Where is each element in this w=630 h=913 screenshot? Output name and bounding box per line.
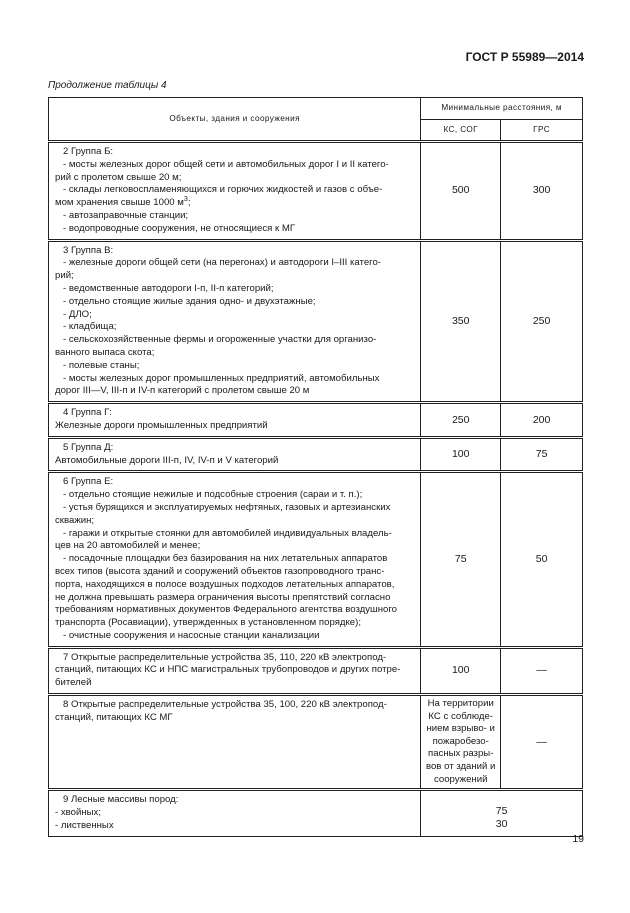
ks-value: 100 [421, 647, 501, 694]
grs-value: 300 [501, 142, 583, 241]
distances-table [48, 97, 583, 837]
grs-value: 200 [501, 403, 583, 438]
grs-value: 250 [501, 240, 583, 403]
document-code: ГОСТ Р 55989—2014 [465, 50, 584, 64]
table-row [49, 437, 583, 472]
grs-value: 75 [501, 437, 583, 472]
header-grs: ГРС [501, 120, 583, 142]
header-min-distances: Минимальные расстояния, м [421, 98, 583, 120]
ks-value: 75 [421, 472, 501, 647]
ks-value: 500 [421, 142, 501, 241]
row-objects: 6 Группа Е: - отдельно стоящие нежилые и подсобные строения (сараи и т. п.); - устья бурящихся и эксплуатируемых нефтяных, газовых и артезианских скважин; - гаражи и открытые стоянки для автомобилей индивидуальных владель- цев на 20 автомобилей и менее; - посадочные площадки без базирования на них летательных аппаратов всех типов (высота зданий и сооружений объектов газопроводного транс- порта, находящихся в полосе воздушных подходов летательных аппаратов, не должна превышать размера ограничения высоты препятствий согласно требованиям нормативных документов Федерального агентства воздушного транспорта (Росавиации), утвержденных в установленном порядке); - очистные сооружения и насосные станции канализации [49, 472, 421, 647]
ks-value: 100 [421, 437, 501, 472]
header-ks-sog: КС, СОГ [421, 120, 501, 142]
table-row [49, 647, 583, 694]
grs-value: 50 [501, 472, 583, 647]
table-row [49, 403, 583, 438]
ks-value: 250 [421, 403, 501, 438]
grs-value: — [501, 647, 583, 694]
row-objects: 3 Группа В: - железные дороги общей сети (на перегонах) и автодороги I–III катего- рий; - ведомственные автодороги I-п, II-п категорий; - отдельно стоящие жилые здания одно- и двухэтажные; - ДЛО; - кладбища; - сельскохозяйственные фермы и огороженные участки для организо- ванного выпаса скота; - полевые станы; - мосты железных дорог промышленных предприятий, автомобильных дорог III—V, III-п и IV-п категорий с пролетом свыше 20 м [49, 240, 421, 403]
table-row [49, 472, 583, 647]
row-objects: 4 Группа Г: Железные дороги промышленных предприятий [49, 403, 421, 438]
header-objects: Объекты, здания и сооружения [49, 98, 421, 142]
row-objects: 2 Группа Б: - мосты железных дорог общей сети и автомобильных дорог I и II катего- рий с пролетом свыше 20 м; - склады легковоспламеняющихся и горючих жидкостей и газов с объе- мом хранения свыше 1000 $м^3$; - автозаправочные станции; - водопроводные сооружения, не относящиеся к МГ [49, 142, 421, 241]
row-objects: 5 Группа Д: Автомобильные дороги III-п, IV, IV-п и V категорий [49, 437, 421, 472]
ks-value: 350 [421, 240, 501, 403]
table-row [49, 790, 583, 836]
row-objects: 9 Лесные массивы пород: - хвойных; - лиственных [49, 790, 421, 836]
row-objects: 7 Открытые распределительные устройства 35, 110, 220 кВ электропод- станций, питающих КС и НПС магистральных трубопроводов и других потре- бителей [49, 647, 421, 694]
page-number: 19 [572, 833, 584, 845]
ks-value-note: На территории КС с соблюде- нием взрыво- и пожаробезо- пасных разры- вов от зданий и сооружений [421, 695, 501, 790]
table-row [49, 240, 583, 403]
table-row [49, 695, 583, 790]
table-continuation-caption: Продолжение таблицы 4 [48, 80, 167, 91]
merged-values: 75 30 [421, 790, 583, 836]
grs-value: — [501, 695, 583, 790]
row-objects: 8 Открытые распределительные устройства 35, 100, 220 кВ электропод- станций, питающих КС МГ [49, 695, 421, 790]
table-row [49, 142, 583, 241]
